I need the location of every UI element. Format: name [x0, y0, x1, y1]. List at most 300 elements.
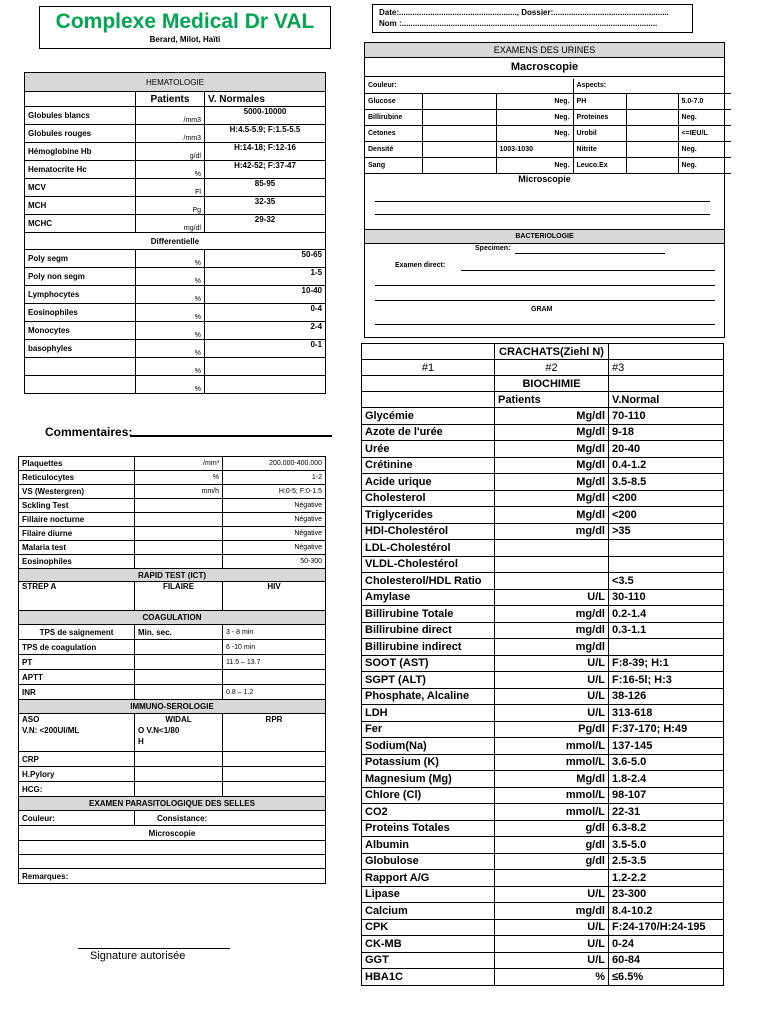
bio-row	[362, 721, 724, 738]
bio-unit[interactable]: mmol/L	[495, 787, 609, 804]
aso-cell[interactable]	[19, 714, 135, 752]
bio-row	[362, 870, 724, 887]
bio-test-name: Chlore (Cl)	[362, 787, 495, 804]
bio-test-name: Amylase	[362, 589, 495, 606]
misc-test-name: Fillaire nocturne	[19, 513, 135, 527]
bio-row	[362, 408, 724, 425]
hema-test-name: Hémoglobine Hb	[25, 143, 136, 161]
hema-unit[interactable]: Fl	[136, 179, 205, 197]
bact-line-1[interactable]	[375, 285, 715, 286]
bio-row	[362, 441, 724, 458]
bio-row	[362, 903, 724, 920]
misc-row	[19, 499, 326, 513]
hematologie-table	[24, 72, 326, 394]
selles-remarques[interactable]: Remarques:	[19, 869, 326, 884]
misc-unit[interactable]: /mm³	[135, 457, 223, 471]
urine-norm-left: Neg.	[496, 157, 573, 173]
urine-norm-right: Neg.	[678, 141, 731, 157]
bio-unit[interactable]: U/L	[495, 936, 609, 953]
urine-test-left: Billirubine	[365, 109, 422, 125]
bio-unit[interactable]: mg/dl	[495, 523, 609, 540]
urine-test-right: Nitrite	[573, 141, 626, 157]
bio-blank-4	[609, 376, 724, 392]
misc-row	[19, 555, 326, 569]
misc-test-name: Malaria test	[19, 541, 135, 555]
selles-title: EXAMEN PARASITOLOGIQUE DES SELLES	[19, 797, 326, 811]
misc-test-name: Sckling Test	[19, 499, 135, 513]
bio-test-name: CO2	[362, 804, 495, 821]
immuno-value-2[interactable]	[223, 767, 326, 782]
bio-unit[interactable]: Mg/dl	[495, 771, 609, 788]
misc-norm: 200.000-400.000	[223, 457, 326, 471]
diff-unit[interactable]: %	[136, 376, 205, 394]
bact-gram: GRAM	[531, 306, 553, 313]
coag-value[interactable]	[135, 670, 223, 685]
bio-test-name: Urée	[362, 441, 495, 458]
bio-unit[interactable]: Mg/dl	[495, 441, 609, 458]
urine-norm-left: Neg.	[496, 93, 573, 109]
misc-unit[interactable]	[135, 541, 223, 555]
urines-micro-line-2[interactable]	[375, 214, 710, 215]
coag-value[interactable]: Min. sec.	[135, 625, 223, 640]
rpr-cell[interactable]	[223, 714, 326, 752]
bio-row	[362, 771, 724, 788]
bio-test-name: LDH	[362, 705, 495, 722]
diff-norm: 50-65	[205, 250, 326, 268]
selles-blank-2[interactable]	[19, 855, 326, 869]
diff-norm: 0-1	[205, 340, 326, 358]
misc-unit[interactable]	[135, 499, 223, 513]
coag-norm	[223, 670, 326, 685]
patient-info-box	[372, 4, 693, 33]
bio-unit[interactable]	[495, 573, 609, 590]
misc-unit[interactable]	[135, 513, 223, 527]
diff-unit[interactable]: %	[136, 358, 205, 376]
diff-norm: 10-40	[205, 286, 326, 304]
misc-row	[19, 457, 326, 471]
misc-unit[interactable]	[135, 527, 223, 541]
coag-title: COAGULATION	[19, 611, 326, 625]
coag-norm: 0.8 – 1.2	[223, 685, 326, 700]
urines-box	[364, 42, 725, 338]
bio-test-name: Magnesium (Mg)	[362, 771, 495, 788]
coag-value[interactable]	[135, 685, 223, 700]
urine-value-right[interactable]	[626, 157, 678, 173]
bio-row	[362, 589, 724, 606]
immuno-value[interactable]	[135, 767, 223, 782]
comments-line[interactable]	[130, 435, 332, 437]
misc-unit[interactable]	[135, 555, 223, 569]
diff-title: Differentielle	[25, 233, 326, 250]
bio-test-name: Proteins Totales	[362, 820, 495, 837]
date-field[interactable]: Date:.....................................................,	[379, 8, 520, 17]
bio-norm: >35	[609, 523, 724, 540]
bio-norm: 70-110	[609, 408, 724, 425]
bact-direct-line[interactable]	[461, 270, 715, 271]
bio-test-name: Fer	[362, 721, 495, 738]
crachats-2[interactable]: #2	[495, 360, 609, 376]
urine-value-left[interactable]	[422, 93, 496, 109]
bio-row	[362, 705, 724, 722]
misc-unit[interactable]: mm/h	[135, 485, 223, 499]
rapid-title: RAPID TEST (ICT)	[19, 569, 326, 582]
urine-test-right: Urobil	[573, 125, 626, 141]
biochimie-table	[361, 343, 724, 986]
bio-test-name: Triglycerides	[362, 507, 495, 524]
diff-test-name	[25, 358, 136, 376]
bio-row	[362, 556, 724, 573]
bio-norm: <3.5	[609, 573, 724, 590]
hema-col-patients: Patients	[136, 92, 205, 107]
rapid-filaire[interactable]: FILAIRE	[135, 582, 223, 611]
hema-test-name: MCHC	[25, 215, 136, 233]
immuno-value[interactable]	[135, 752, 223, 767]
bio-norm: 1.8-2.4	[609, 771, 724, 788]
bio-unit[interactable]: U/L	[495, 655, 609, 672]
urines-couleur[interactable]: Couleur:	[365, 79, 573, 93]
bio-norm: 3.5-8.5	[609, 474, 724, 491]
bio-row	[362, 655, 724, 672]
diff-norm: 1-5	[205, 268, 326, 286]
immuno-value-2[interactable]	[223, 752, 326, 767]
hema-row	[25, 107, 326, 125]
bio-unit[interactable]: mg/dl	[495, 903, 609, 920]
immuno-value-2[interactable]	[223, 782, 326, 797]
bio-unit[interactable]: %	[495, 969, 609, 986]
clinic-address: Berard, Milot, Haïti	[149, 35, 221, 44]
bio-norm	[609, 556, 724, 573]
bio-unit[interactable]	[495, 556, 609, 573]
bio-row	[362, 837, 724, 854]
bio-unit[interactable]: U/L	[495, 688, 609, 705]
bio-row	[362, 820, 724, 837]
bio-row	[362, 523, 724, 540]
selles-blank-1[interactable]	[19, 841, 326, 855]
bact-line-2[interactable]	[375, 300, 715, 301]
bio-unit[interactable]: Mg/dl	[495, 474, 609, 491]
coag-value[interactable]	[135, 640, 223, 655]
bio-unit[interactable]: Pg/dl	[495, 721, 609, 738]
bio-test-name: SGPT (ALT)	[362, 672, 495, 689]
hema-norm: 29-32	[205, 215, 326, 233]
immuno-test-name: CRP	[19, 752, 135, 767]
urine-norm-left: Neg.	[496, 109, 573, 125]
coag-norm: 11.5 – 13.7	[223, 655, 326, 670]
urine-row	[365, 157, 731, 173]
bio-blank-2	[609, 344, 724, 360]
coag-test-name: TPS de saignement	[19, 625, 135, 640]
bio-blank-5	[362, 392, 495, 408]
bio-norm: 38-126	[609, 688, 724, 705]
bio-norm: 137-145	[609, 738, 724, 755]
bio-test-name: CK-MB	[362, 936, 495, 953]
bio-row	[362, 886, 724, 903]
bio-unit[interactable]	[495, 540, 609, 557]
misc-norm: Négative	[223, 541, 326, 555]
bio-norm: 22-31	[609, 804, 724, 821]
misc-row	[19, 527, 326, 541]
hema-test-name: MCH	[25, 197, 136, 215]
diff-test-name: Poly non segm	[25, 268, 136, 286]
urine-value-left[interactable]	[422, 141, 496, 157]
hema-norm: 32-35	[205, 197, 326, 215]
bio-row	[362, 952, 724, 969]
bio-test-name: HDl-Cholestérol	[362, 523, 495, 540]
bio-test-name: VLDL-Cholestérol	[362, 556, 495, 573]
misc-unit[interactable]: %	[135, 471, 223, 485]
bio-row	[362, 606, 724, 623]
hema-unit[interactable]: /mm3	[136, 107, 205, 125]
urine-value-right[interactable]	[626, 109, 678, 125]
misc-norm: 50-300	[223, 555, 326, 569]
bact-specimen-line[interactable]	[515, 253, 665, 254]
coag-norm: 6 -10 min	[223, 640, 326, 655]
bio-row	[362, 688, 724, 705]
urine-test-left: Cetones	[365, 125, 422, 141]
rpr-label: RPR	[265, 715, 283, 724]
urine-value-left[interactable]	[422, 109, 496, 125]
bio-unit[interactable]	[495, 870, 609, 887]
diff-row	[25, 322, 326, 340]
urines-microscopie: Microscopie	[518, 173, 571, 184]
immuno-title: IMMUNO-SEROLOGIE	[19, 700, 326, 714]
diff-norm	[205, 376, 326, 394]
urine-norm-left: 1003-1030	[496, 141, 573, 157]
bio-unit[interactable]: Mg/dl	[495, 490, 609, 507]
comments-label: Commentaires:	[45, 425, 133, 439]
bio-test-name: Cholesterol	[362, 490, 495, 507]
bio-unit[interactable]: U/L	[495, 672, 609, 689]
bio-test-name: Glycémie	[362, 408, 495, 425]
bio-test-name: Sodium(Na)	[362, 738, 495, 755]
bio-row	[362, 540, 724, 557]
bio-norm: 60-84	[609, 952, 724, 969]
diff-norm: 0-4	[205, 304, 326, 322]
bio-norm: 8.4-10.2	[609, 903, 724, 920]
coag-test-name: INR	[19, 685, 135, 700]
clinic-name: Complexe Medical Dr VAL	[55, 10, 315, 33]
diff-row	[25, 268, 326, 286]
bact-gram-line[interactable]	[375, 324, 715, 325]
aso-vn: V.N: <200UI/ML	[22, 726, 80, 735]
bio-row	[362, 754, 724, 771]
bio-unit[interactable]: U/L	[495, 705, 609, 722]
diff-norm: 2-4	[205, 322, 326, 340]
rapid-strep[interactable]: STREP A	[19, 582, 135, 611]
bio-test-name: HBA1C	[362, 969, 495, 986]
signature-line[interactable]	[78, 948, 230, 949]
bio-test-name: Rapport A/G	[362, 870, 495, 887]
bio-norm: 313-618	[609, 705, 724, 722]
urine-value-left[interactable]	[422, 125, 496, 141]
misc-tests-table	[18, 456, 326, 884]
urine-norm-right: <=IEU/L	[678, 125, 731, 141]
hema-row	[25, 179, 326, 197]
rapid-hiv[interactable]: HIV	[223, 582, 326, 611]
urine-value-left[interactable]	[422, 157, 496, 173]
bio-unit[interactable]: mg/dl	[495, 639, 609, 656]
crachats-1[interactable]: #1	[362, 360, 495, 376]
misc-test-name: Filaire diurne	[19, 527, 135, 541]
diff-row	[25, 250, 326, 268]
bio-row	[362, 672, 724, 689]
bio-norm	[609, 639, 724, 656]
diff-row	[25, 286, 326, 304]
coag-row	[19, 625, 326, 640]
hema-row	[25, 215, 326, 233]
diff-norm	[205, 358, 326, 376]
diff-test-name: Poly segm	[25, 250, 136, 268]
coag-test-name: APTT	[19, 670, 135, 685]
hema-row	[25, 143, 326, 161]
bio-unit[interactable]: U/L	[495, 919, 609, 936]
bio-blank	[362, 344, 495, 360]
hema-unit[interactable]: mg/dl	[136, 215, 205, 233]
bio-unit[interactable]: U/L	[495, 952, 609, 969]
bio-norm: <200	[609, 507, 724, 524]
bio-test-name: Potassium (K)	[362, 754, 495, 771]
misc-row	[19, 513, 326, 527]
misc-norm: Négative	[223, 499, 326, 513]
diff-row	[25, 340, 326, 358]
urine-test-right: Proteines	[573, 109, 626, 125]
immuno-row	[19, 767, 326, 782]
diff-unit[interactable]: %	[136, 304, 205, 322]
hema-row	[25, 161, 326, 179]
urine-norm-right: Neg.	[678, 109, 731, 125]
bio-unit[interactable]: g/dl	[495, 837, 609, 854]
diff-row	[25, 304, 326, 322]
hema-test-name: Hematocrite Hc	[25, 161, 136, 179]
hema-unit[interactable]: Pg	[136, 197, 205, 215]
signature-label: Signature autorisée	[90, 950, 186, 962]
coag-norm: 3 - 8 min	[223, 625, 326, 640]
bio-unit[interactable]: mmol/L	[495, 738, 609, 755]
selles-couleur[interactable]: Couleur:	[19, 811, 135, 826]
bio-unit[interactable]: g/dl	[495, 820, 609, 837]
hema-unit[interactable]: /mm3	[136, 125, 205, 143]
misc-test-name: Eosinophiles	[19, 555, 135, 569]
immuno-test-name: HCG:	[19, 782, 135, 797]
widal-h: H	[138, 737, 144, 746]
bio-unit[interactable]: mg/dl	[495, 622, 609, 639]
hema-test-name: Globules blancs	[25, 107, 136, 125]
diff-unit[interactable]: %	[136, 340, 205, 358]
bio-norm: 23-300	[609, 886, 724, 903]
diff-unit[interactable]: %	[136, 322, 205, 340]
hema-unit[interactable]: g/dl	[136, 143, 205, 161]
bio-row	[362, 804, 724, 821]
bio-unit[interactable]: Mg/dl	[495, 408, 609, 425]
bio-unit[interactable]: mg/dl	[495, 606, 609, 623]
hema-norm: 5000-10000	[205, 107, 326, 125]
bio-unit[interactable]: Mg/dl	[495, 507, 609, 524]
bio-norm	[609, 540, 724, 557]
bio-row	[362, 919, 724, 936]
bio-unit[interactable]: Mg/dl	[495, 457, 609, 474]
bio-unit[interactable]: mmol/L	[495, 754, 609, 771]
bio-unit[interactable]: g/dl	[495, 853, 609, 870]
urine-value-right[interactable]	[626, 125, 678, 141]
bio-test-name: Globulose	[362, 853, 495, 870]
bio-norm: <200	[609, 490, 724, 507]
urine-test-left: Densité	[365, 141, 422, 157]
bio-norm: 0.4-1.2	[609, 457, 724, 474]
bio-test-name: Lipase	[362, 886, 495, 903]
immuno-row	[19, 782, 326, 797]
misc-norm: Négative	[223, 513, 326, 527]
bio-test-name: Cholesterol/HDL Ratio	[362, 573, 495, 590]
bio-unit[interactable]: mmol/L	[495, 804, 609, 821]
bio-norm: 20-40	[609, 441, 724, 458]
bio-test-name: CPK	[362, 919, 495, 936]
urines-micro-line-1[interactable]	[375, 201, 710, 202]
bact-direct: Examen direct:	[395, 262, 446, 269]
diff-unit[interactable]: %	[136, 250, 205, 268]
bio-test-name: Billirubine direct	[362, 622, 495, 639]
hema-norm: H:14-18; F:12-16	[205, 143, 326, 161]
selles-consistance[interactable]: Consistance:	[135, 811, 326, 826]
diff-unit[interactable]: %	[136, 286, 205, 304]
widal-cell[interactable]	[135, 714, 223, 752]
urine-row	[365, 109, 731, 125]
urine-row	[365, 93, 731, 109]
bio-test-name: LDL-Cholestérol	[362, 540, 495, 557]
coag-test-name: TPS de coagulation	[19, 640, 135, 655]
crachats-3[interactable]: #3	[609, 360, 724, 376]
misc-norm: Négative	[223, 527, 326, 541]
misc-row	[19, 541, 326, 555]
bio-unit[interactable]: U/L	[495, 589, 609, 606]
urine-value-right[interactable]	[626, 93, 678, 109]
bio-norm: 1.2-2.2	[609, 870, 724, 887]
coag-row	[19, 655, 326, 670]
urine-row	[365, 125, 731, 141]
bio-row	[362, 738, 724, 755]
bio-test-name: Billirubine Totale	[362, 606, 495, 623]
urines-macro: Macroscopie	[365, 58, 724, 77]
bio-row	[362, 853, 724, 870]
bio-norm: 6.3-8.2	[609, 820, 724, 837]
bio-norm: 0.3-1.1	[609, 622, 724, 639]
selles-microscopie: Microscopie	[19, 826, 326, 841]
bio-norm: ≤6.5%	[609, 969, 724, 986]
coag-value[interactable]	[135, 655, 223, 670]
diff-test-name: Eosinophiles	[25, 304, 136, 322]
bio-norm: F:24-170/H:24-195	[609, 919, 724, 936]
immuno-value[interactable]	[135, 782, 223, 797]
bact-title: BACTERIOLOGIE	[365, 229, 724, 244]
bio-test-name: Crétinine	[362, 457, 495, 474]
bio-unit[interactable]: U/L	[495, 886, 609, 903]
diff-unit[interactable]: %	[136, 268, 205, 286]
hema-unit[interactable]: %	[136, 161, 205, 179]
misc-norm: 1-2	[223, 471, 326, 485]
hema-row	[25, 197, 326, 215]
nom-field[interactable]: Nom :...................................................................................................................	[379, 19, 658, 28]
bio-row	[362, 457, 724, 474]
urines-aspects[interactable]: Aspects:	[573, 79, 731, 93]
bio-norm: F:8-39; H:1	[609, 655, 724, 672]
urine-norm-right: 5.0-7.0	[678, 93, 731, 109]
bio-unit[interactable]: Mg/dl	[495, 424, 609, 441]
bio-test-name: Phosphate, Alcaline	[362, 688, 495, 705]
dossier-field[interactable]: Dossier:....................................................	[521, 8, 669, 17]
date-dossier-line	[379, 7, 686, 18]
immuno-test-name: H.Pylory	[19, 767, 135, 782]
urine-value-right[interactable]	[626, 141, 678, 157]
bio-row	[362, 490, 724, 507]
